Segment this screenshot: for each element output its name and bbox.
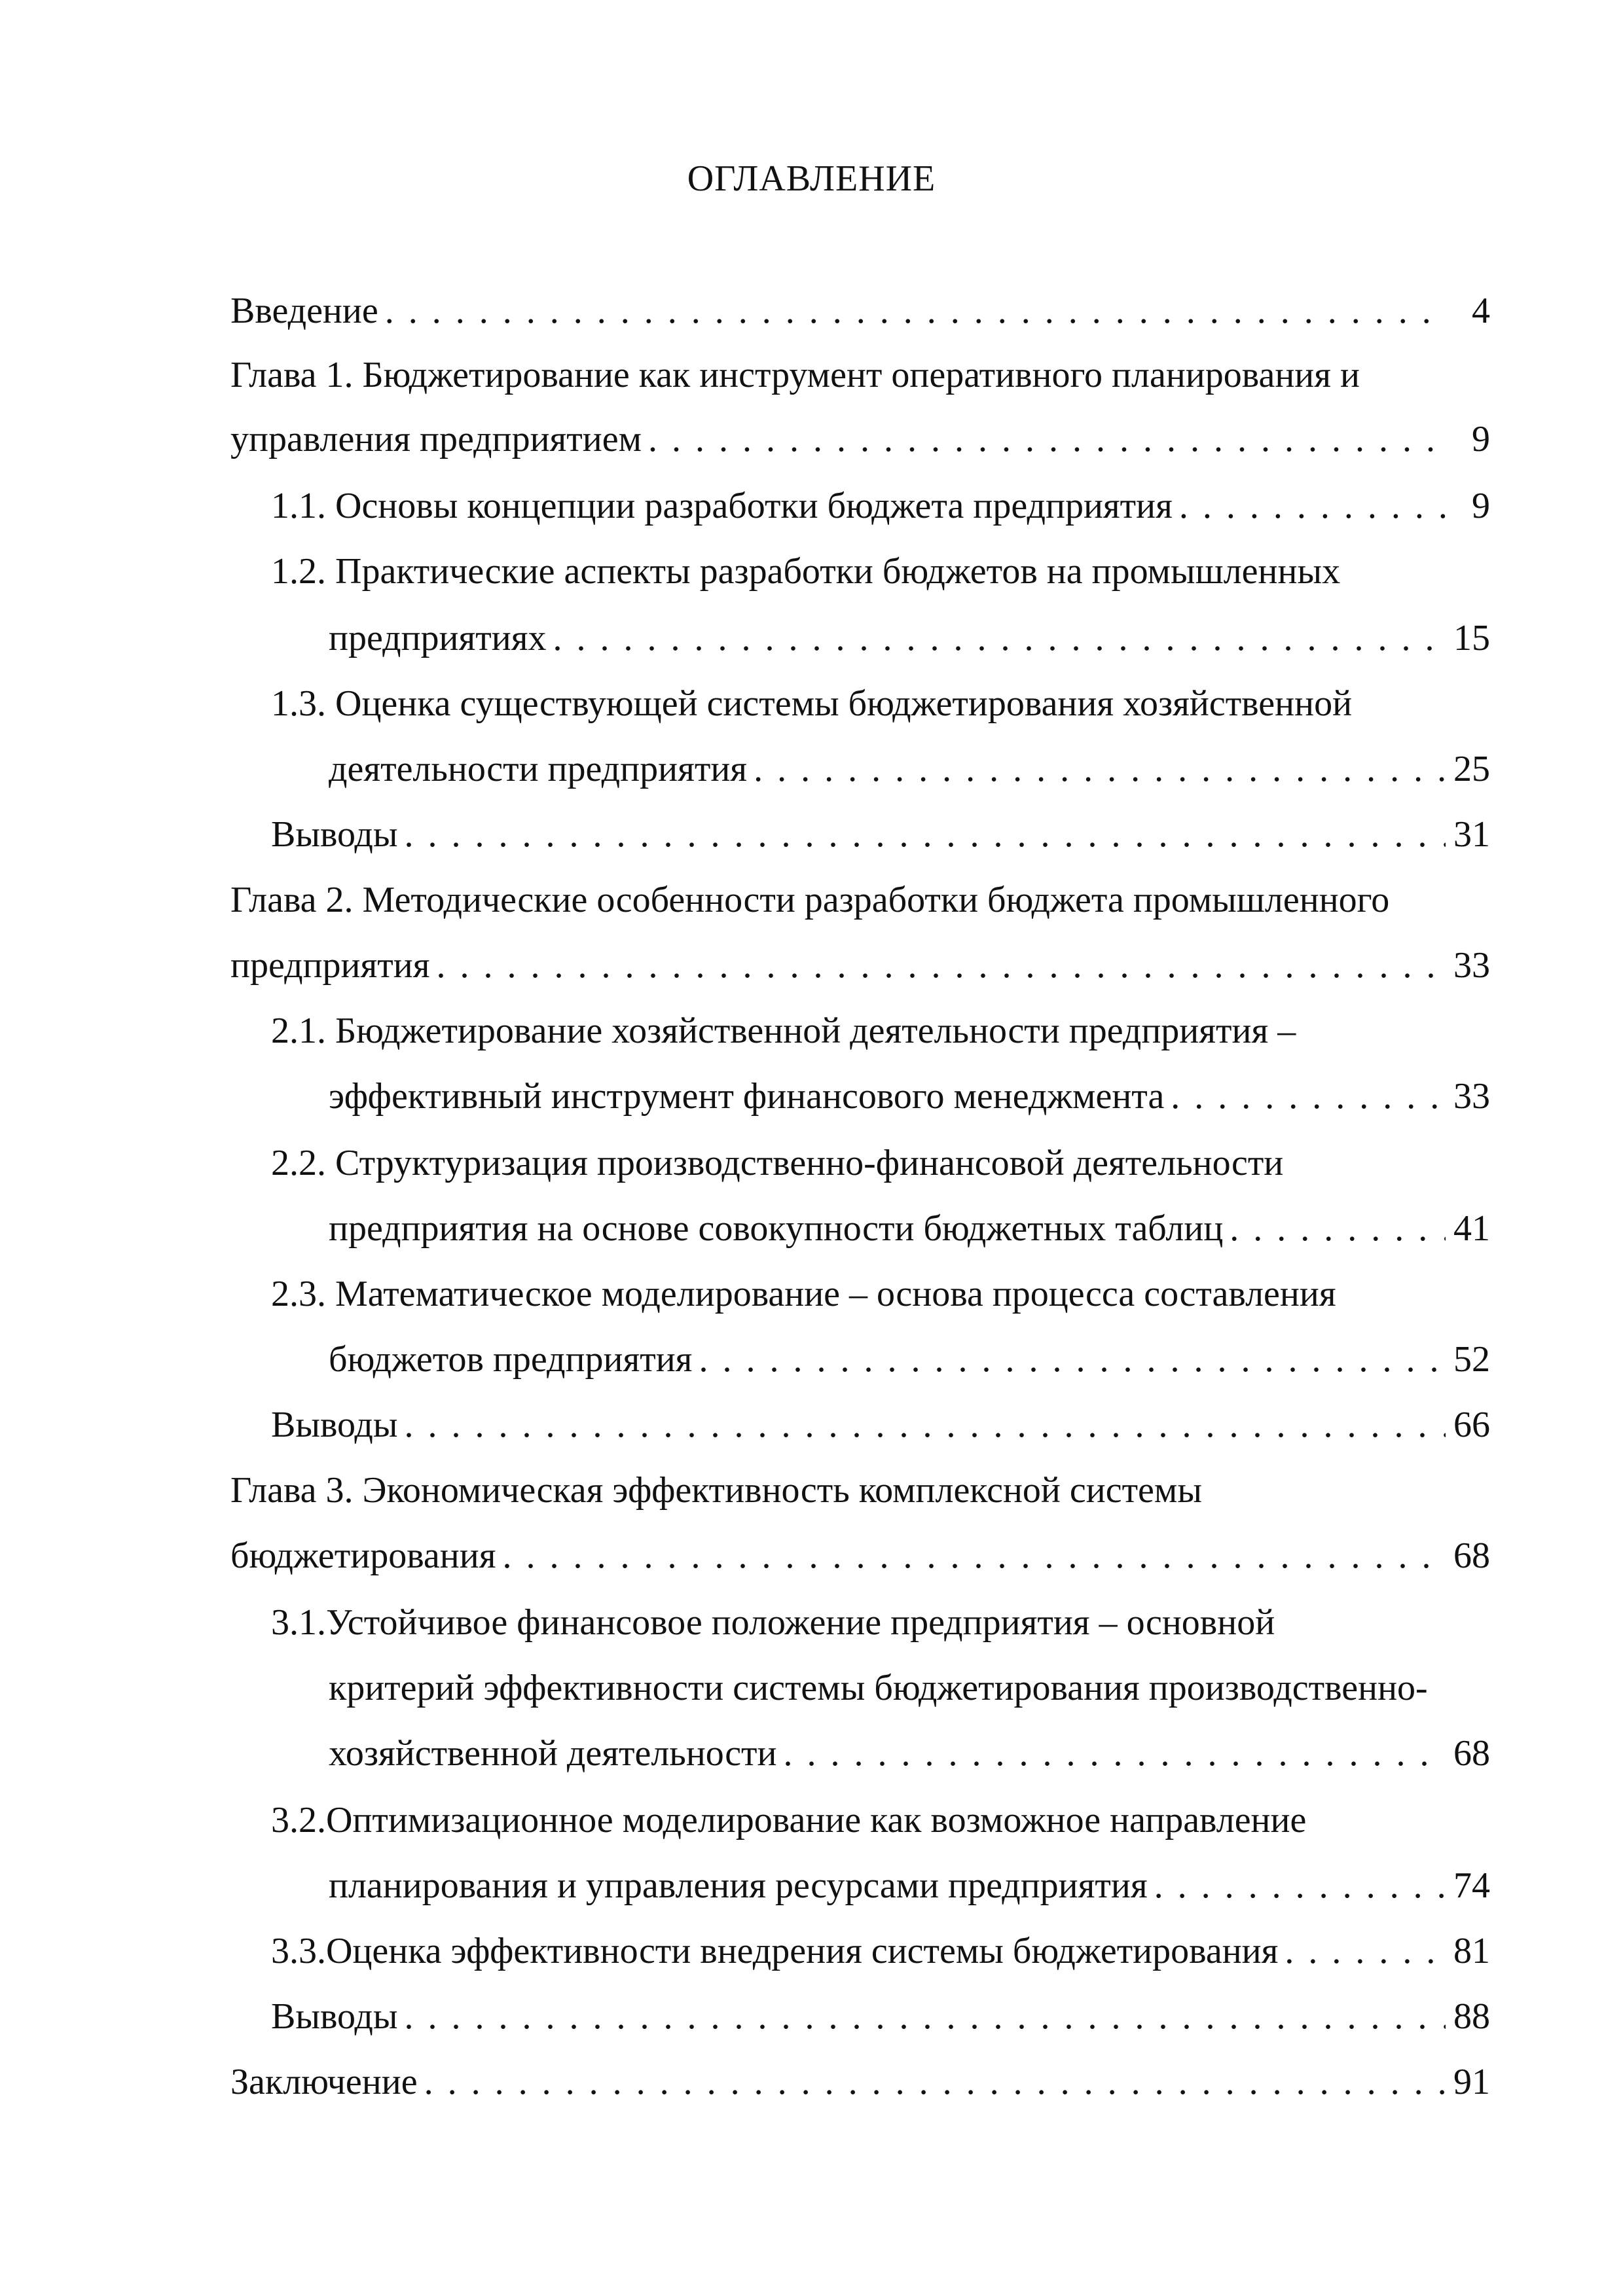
- toc-page-number: 41: [1453, 1208, 1490, 1249]
- toc-entry-section-3-3: [271, 1928, 1490, 1974]
- toc-entry-text: Выводы: [271, 1996, 398, 2037]
- dot-leader: [405, 1994, 1446, 2039]
- toc-entry-conclusions-1: [271, 812, 1490, 857]
- toc-page-number: 81: [1453, 1931, 1490, 1971]
- toc-entry-chapter-2: Глава 2. Методические особенности разработки бюджета промышленного: [230, 880, 1390, 920]
- dot-leader: [436, 942, 1446, 988]
- toc-entry-section-2-1: 2.1. Бюджетирование хозяйственной деятельности предприятия –: [271, 1011, 1296, 1051]
- toc-page-number: 88: [1453, 1996, 1490, 2037]
- dot-leader: [1230, 1206, 1446, 1251]
- toc-page-number: 9: [1472, 419, 1490, 459]
- toc-entry-chapter-1: Глава 1. Бюджетирование как инструмент оперативного планирования и: [230, 355, 1360, 395]
- toc-entry-section-3-2-cont: [329, 1863, 1490, 1909]
- toc-entry-section-1-1: [271, 483, 1490, 529]
- toc-entry-text: предприятиях: [329, 618, 547, 658]
- toc-page-number: 91: [1453, 2062, 1490, 2102]
- page-title: ОГЛАВЛЕНИЕ: [687, 158, 936, 199]
- toc-entry-text: хозяйственной деятельности: [329, 1733, 777, 1774]
- dot-leader: [502, 1533, 1446, 1579]
- toc-page-number: 15: [1453, 618, 1490, 658]
- dot-leader: [385, 288, 1446, 334]
- toc-page-number: 25: [1453, 749, 1490, 789]
- toc-entry-chapter-3: Глава 3. Экономическая эффективность комплексной системы: [230, 1470, 1202, 1511]
- toc-entry-text: Выводы: [271, 814, 398, 855]
- dot-leader: [553, 615, 1446, 661]
- toc-entry-section-1-3: 1.3. Оценка существующей системы бюджетирования хозяйственной: [271, 683, 1353, 724]
- dot-leader: [784, 1731, 1446, 1776]
- toc-entry-text: бюджетирования: [230, 1535, 496, 1576]
- toc-entry-introduction: [230, 288, 1490, 334]
- dot-leader: [699, 1336, 1446, 1382]
- toc-page-number: 9: [1472, 486, 1490, 526]
- toc-entry-section-2-2: 2.2. Структуризация производственно-финансовой деятельности: [271, 1143, 1284, 1183]
- toc-page-number: 68: [1453, 1733, 1490, 1774]
- dot-leader: [405, 812, 1446, 857]
- toc-page-number: 74: [1453, 1865, 1490, 1906]
- toc-entry-text: управления предприятием: [230, 419, 642, 459]
- toc-entry-section-3-1-cont1: критерий эффективности системы бюджетирования производственно-: [329, 1668, 1428, 1708]
- toc-page-number: 68: [1453, 1535, 1490, 1576]
- toc-page-number: 33: [1453, 1076, 1490, 1117]
- toc-entry-section-3-1: 3.1.Устойчивое финансовое положение предприятия – основной: [271, 1602, 1275, 1643]
- toc-entry-chapter-2-cont: [230, 942, 1490, 988]
- toc-entry-text: 3.3.Оценка эффективности внедрения системы бюджетирования: [271, 1931, 1279, 1971]
- toc-entry-section-2-2-cont: [329, 1206, 1490, 1251]
- toc-page-number: 52: [1453, 1339, 1490, 1380]
- toc-entry-text: бюджетов предприятия: [329, 1339, 693, 1380]
- toc-entry-section-1-2-cont: [329, 615, 1490, 661]
- toc-entry-text: эффективный инструмент финансового менеджмента: [329, 1076, 1165, 1117]
- toc-entry-section-2-3: 2.3. Математическое моделирование – основа процесса составления: [271, 1274, 1336, 1314]
- toc-entry-text: 1.1. Основы концепции разработки бюджета предприятия: [271, 486, 1173, 526]
- toc-entry-conclusions-3: [271, 1994, 1490, 2039]
- dot-leader: [1285, 1928, 1446, 1974]
- dot-leader: [405, 1402, 1446, 1448]
- toc-page-number: 66: [1453, 1405, 1490, 1445]
- toc-entry-section-3-1-cont: [329, 1731, 1490, 1776]
- toc-entry-text: предприятия: [230, 945, 430, 986]
- toc-entry-text: Заключение: [230, 2062, 418, 2102]
- toc-entry-text: Выводы: [271, 1405, 398, 1445]
- toc-entry-chapter-3-cont: [230, 1533, 1490, 1579]
- toc-entry-section-1-2: 1.2. Практические аспекты разработки бюджетов на промышленных: [271, 551, 1341, 592]
- toc-entry-text: предприятия на основе совокупности бюджетных таблиц: [329, 1208, 1224, 1249]
- toc-entry-text: Введение: [230, 291, 378, 331]
- toc-page-number: 33: [1453, 945, 1490, 986]
- dot-leader: [1171, 1073, 1446, 1119]
- dot-leader: [648, 416, 1446, 462]
- toc-entry-section-3-2: 3.2.Оптимизационное моделирование как возможное направление: [271, 1800, 1307, 1840]
- toc-entry-section-2-3-cont: [329, 1336, 1490, 1382]
- toc-page-number: 31: [1453, 814, 1490, 855]
- dot-leader: [754, 746, 1446, 792]
- toc-entry-chapter-1-cont: [230, 416, 1490, 462]
- toc-entry-text: планирования и управления ресурсами предприятия: [329, 1865, 1148, 1906]
- toc-entry-conclusions-2: [271, 1402, 1490, 1448]
- toc-entry-conclusion: [230, 2059, 1490, 2105]
- toc-page-number: 4: [1472, 291, 1490, 331]
- toc-entry-section-2-1-cont: [329, 1073, 1490, 1119]
- toc-entry-text: деятельности предприятия: [329, 749, 748, 789]
- dot-leader: [424, 2059, 1446, 2105]
- toc-entry-section-1-3-cont: [329, 746, 1490, 792]
- dot-leader: [1154, 1863, 1446, 1909]
- dot-leader: [1179, 483, 1446, 529]
